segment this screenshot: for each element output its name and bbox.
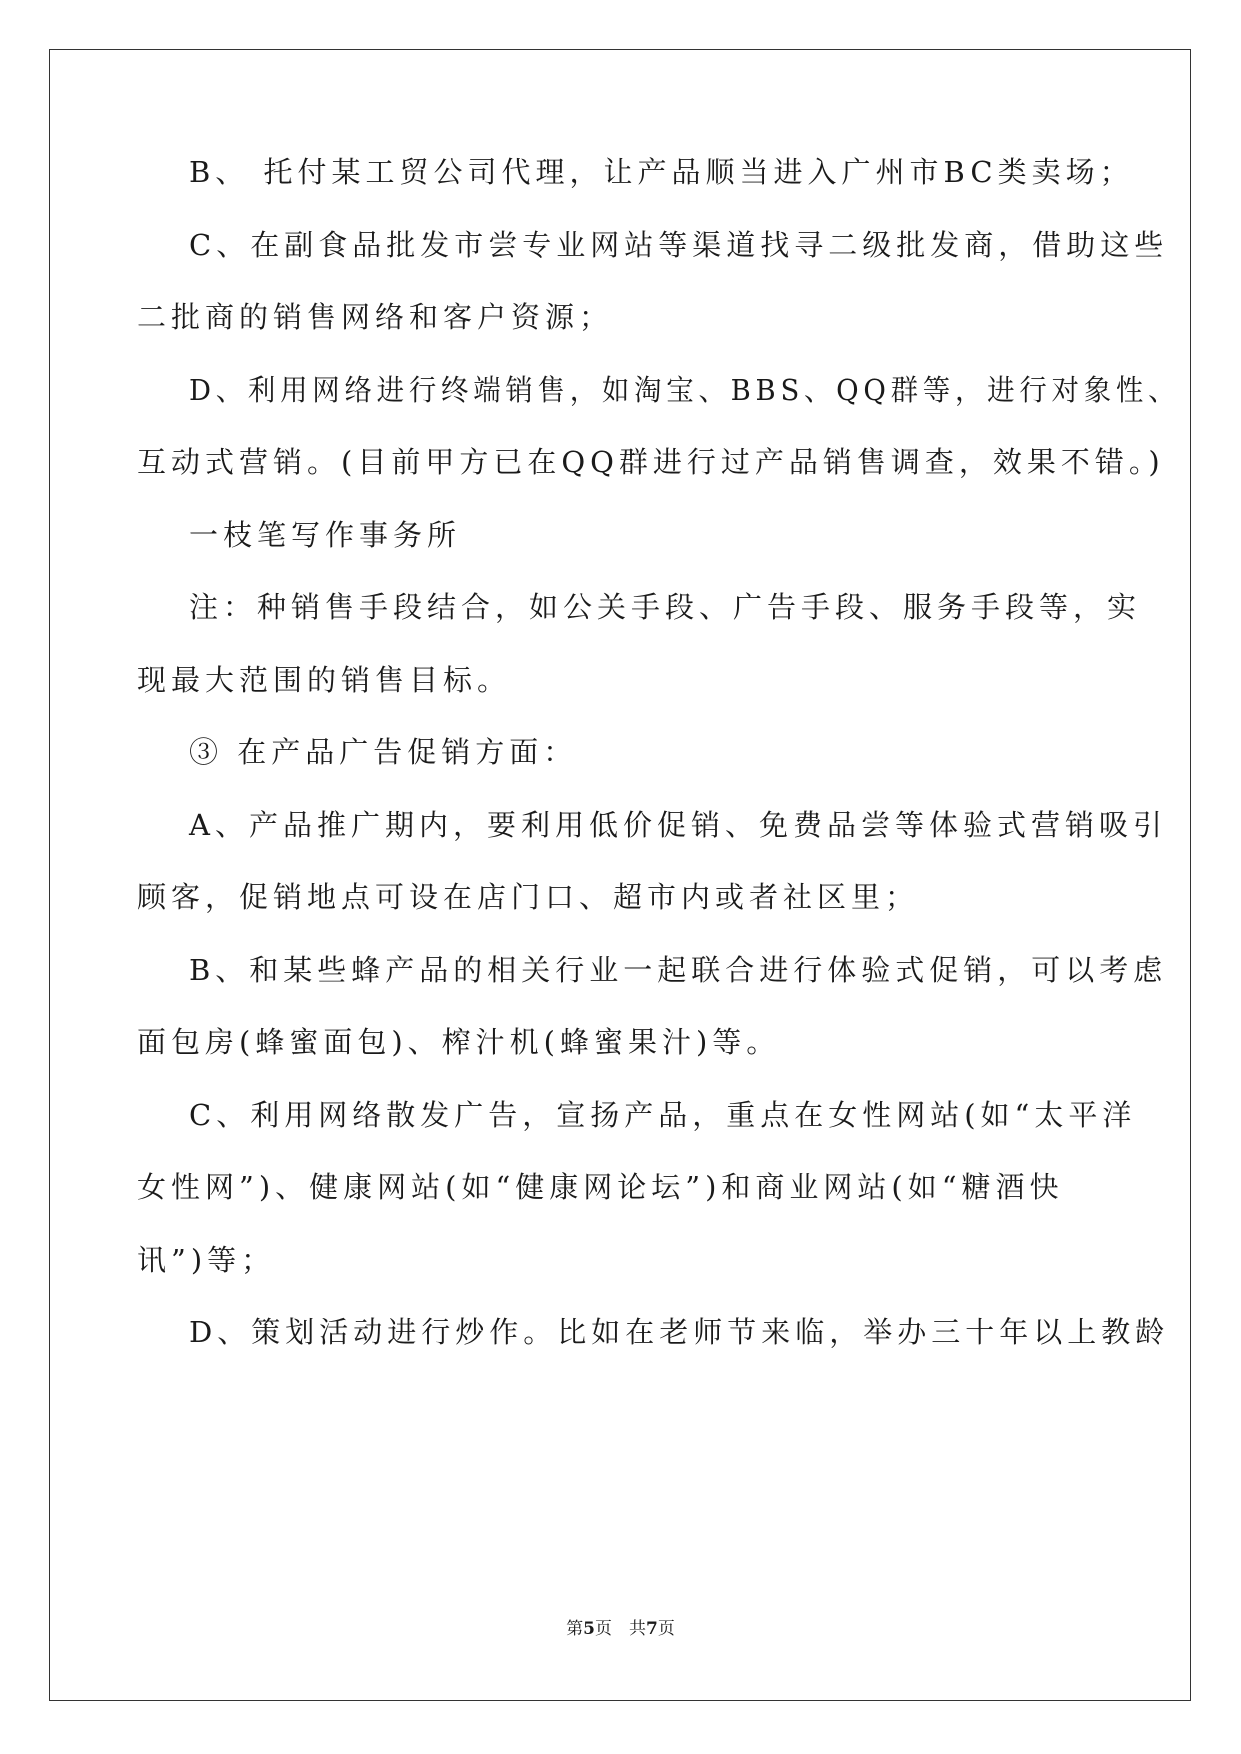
paragraph-line: 女性网”)、健康网站(如“健康网论坛”)和商业网站(如“糖酒快 bbox=[137, 1170, 1064, 1204]
paragraph-line: 顾客，促销地点可设在店门口、超市内或者社区里； bbox=[137, 880, 920, 914]
current-page-number: 5 bbox=[583, 1619, 595, 1639]
paragraph-line: D、利用网络进行终端销售，如淘宝、BBS、QQ群等，进行对象性、 bbox=[189, 373, 1181, 407]
footer-suffix: 页 bbox=[657, 1619, 675, 1639]
paragraph-line: 面包房(蜂蜜面包)、榨汁机(蜂蜜果汁)等。 bbox=[137, 1025, 781, 1059]
paragraph-line: 讯”)等； bbox=[137, 1243, 276, 1277]
paragraph-line: B、和某些蜂产品的相关行业一起联合进行体验式促销，可以考虑 bbox=[189, 953, 1168, 987]
page-footer bbox=[0, 1618, 1241, 1640]
paragraph-line: ③ 在产品广告促销方面： bbox=[189, 735, 578, 769]
paragraph-line: 注：种销售手段结合，如公关手段、广告手段、服务手段等，实 bbox=[189, 590, 1142, 624]
footer-prefix: 第 bbox=[566, 1619, 584, 1639]
paragraph-line: 互动式营销。(目前甲方已在QQ群进行过产品销售调查，效果不错。) bbox=[137, 445, 1165, 479]
paragraph-line: C、利用网络散发广告，宣扬产品，重点在女性网站(如“太平洋 bbox=[189, 1098, 1137, 1132]
paragraph-line: B、 托付某工贸公司代理，让产品顺当进入广州市BC类卖场； bbox=[189, 155, 1134, 189]
paragraph-line: 一枝笔写作事务所 bbox=[189, 518, 462, 552]
paragraph-line: A、产品推广期内，要利用低价促销、免费品尝等体验式营销吸引 bbox=[189, 808, 1167, 842]
paragraph-line: D、策划活动进行炒作。比如在老师节来临，举办三十年以上教龄 bbox=[189, 1315, 1170, 1349]
footer-middle: 页 共 bbox=[595, 1619, 646, 1639]
paragraph-line: 二批商的销售网络和客户资源； bbox=[137, 300, 614, 334]
paragraph-line: C、在副食品批发市尝专业网站等渠道找寻二级批发商，借助这些 bbox=[189, 228, 1169, 262]
total-pages-number: 7 bbox=[646, 1619, 658, 1639]
paragraph-line: 现最大范围的销售目标。 bbox=[137, 663, 512, 697]
